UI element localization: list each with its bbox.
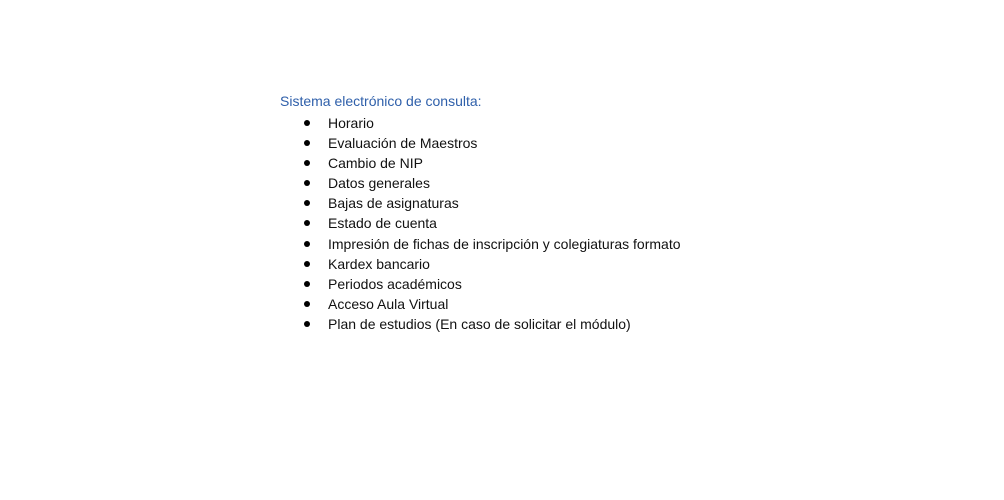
list-item-label: Evaluación de Maestros xyxy=(328,135,478,152)
list-item xyxy=(280,274,482,294)
list-item-label: Bajas de asignaturas xyxy=(328,195,459,212)
bullet-icon xyxy=(304,120,310,126)
list-item xyxy=(280,213,482,233)
document-body xyxy=(280,91,681,334)
bullet-icon xyxy=(304,200,310,206)
list-item xyxy=(280,254,482,274)
bullet-icon xyxy=(304,241,310,247)
section-heading: Sistema electrónico de consulta: xyxy=(280,93,482,109)
list-item-label: Horario xyxy=(328,115,374,131)
bullet-icon xyxy=(304,140,310,146)
list-item xyxy=(280,113,482,133)
bullet-icon xyxy=(304,261,310,267)
list-item-label: Impresión de fichas de inscripción y colegiaturas formato xyxy=(328,235,681,252)
list-item-label: Estado de cuenta xyxy=(328,215,437,232)
list-item xyxy=(280,153,482,173)
bullet-list xyxy=(280,113,681,334)
list-item xyxy=(280,133,482,153)
list-item xyxy=(280,193,482,213)
list-item-label: Kardex bancario xyxy=(328,255,430,272)
list-item xyxy=(280,314,631,334)
list-item xyxy=(280,173,482,193)
list-item-label: Cambio de NIP xyxy=(328,155,423,172)
bullet-icon xyxy=(304,321,310,327)
list-item-label: Acceso Aula Virtual xyxy=(328,295,449,312)
list-item-label: Plan de estudios (En caso de solicitar el módulo) xyxy=(328,315,631,332)
bullet-icon xyxy=(304,281,310,287)
bullet-icon xyxy=(304,220,310,226)
list-item-label: Periodos académicos xyxy=(328,275,462,292)
list-item xyxy=(280,234,681,254)
bullet-icon xyxy=(304,160,310,166)
list-item-label: Datos generales xyxy=(328,175,430,192)
bullet-icon xyxy=(304,180,310,186)
bullet-icon xyxy=(304,301,310,307)
list-item xyxy=(280,294,482,314)
